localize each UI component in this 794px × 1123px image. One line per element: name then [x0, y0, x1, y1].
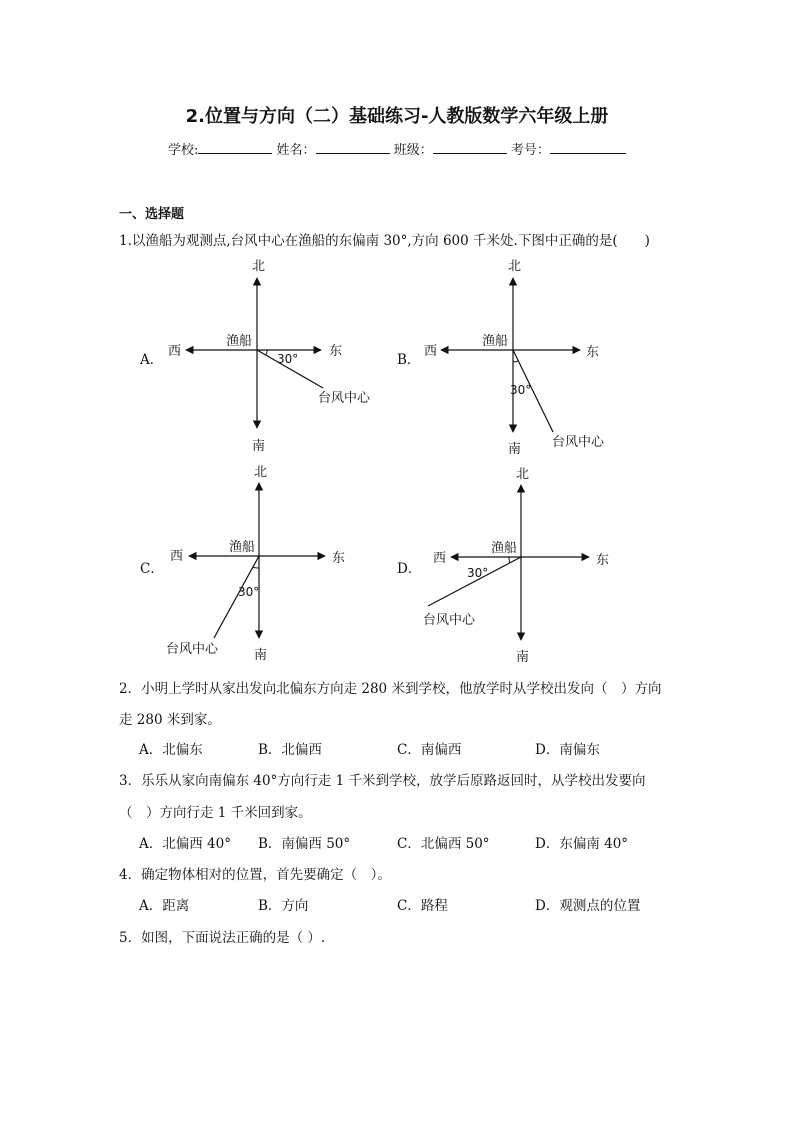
angle-label: 30° — [238, 585, 260, 599]
diagram-b[interactable] — [424, 259, 605, 457]
q1-option-a-label[interactable]: A． — [140, 352, 164, 368]
q4-option-b[interactable]: B．方向 — [258, 898, 309, 914]
boat-label: 渔船 — [226, 334, 253, 349]
west-label: 西 — [433, 551, 447, 566]
question-3-line-1: 3．乐乐从家向南偏东 40°方向行走 1 千米到学校，放学后原路返回时，从学校出发要向 — [119, 773, 646, 789]
q4-option-c[interactable]: C．路程 — [397, 898, 448, 914]
diagram-c[interactable] — [166, 465, 345, 663]
q4-option-d[interactable]: D．观测点的位置 — [535, 898, 641, 914]
angle-arc — [253, 567, 259, 568]
west-label: 西 — [424, 344, 438, 359]
east-label: 东 — [332, 551, 346, 566]
typhoon-label: 台风中心 — [552, 435, 605, 450]
east-label: 东 — [596, 553, 610, 568]
south-label: 南 — [516, 650, 530, 665]
question-2-line-2: 走 280 米到家。 — [119, 712, 221, 728]
angle-arc — [509, 557, 510, 563]
diagram-d[interactable] — [423, 467, 609, 665]
east-label: 东 — [329, 344, 343, 359]
diagram-a[interactable] — [168, 259, 371, 454]
south-label: 南 — [252, 439, 266, 454]
q2-option-c[interactable]: C．南偏西 — [397, 742, 462, 758]
question-2-line-1: 2．小明上学时从家出发向北偏东方向走 280 米到学校，他放学时从学校出发向（ ）方向 — [119, 681, 662, 697]
boat-label: 渔船 — [491, 541, 518, 556]
q2-option-d[interactable]: D．南偏东 — [535, 742, 600, 758]
south-label: 南 — [254, 648, 268, 663]
q1-option-b-label[interactable]: B． — [397, 352, 421, 368]
south-label: 南 — [508, 442, 522, 457]
angle-label: 30° — [510, 383, 532, 397]
name-label: 姓名： — [276, 143, 316, 158]
school-label: 学校: — [168, 143, 199, 158]
section-title: 一、选择题 — [119, 207, 185, 222]
angle-arc — [513, 361, 518, 362]
question-3-line-2: （ ）方向行走 1 千米回到家。 — [119, 805, 312, 821]
typhoon-label: 台风中心 — [423, 613, 476, 628]
q2-option-b[interactable]: B．北偏西 — [258, 742, 322, 758]
angle-arc — [266, 350, 267, 355]
exam-no-label: 考号： — [510, 143, 550, 158]
page-title: 2.位置与方向（二）基础练习-人教版数学六年级上册 — [185, 106, 609, 127]
boat-label: 渔船 — [229, 540, 256, 555]
q4-option-a[interactable]: A．距离 — [139, 898, 190, 914]
east-label: 东 — [586, 345, 600, 360]
boat-label: 渔船 — [482, 334, 509, 349]
north-label: 北 — [254, 465, 268, 480]
q1-option-d-label[interactable]: D． — [397, 561, 422, 577]
angle-label: 30° — [277, 352, 299, 366]
question-5-text: 5．如图，下面说法正确的是（ ）. — [119, 930, 326, 946]
q3-option-b[interactable]: B．南偏西 50° — [258, 836, 351, 852]
q2-option-a[interactable]: A．北偏东 — [139, 742, 203, 758]
angle-label: 30° — [467, 566, 489, 580]
north-label: 北 — [252, 259, 266, 274]
q3-option-a[interactable]: A．北偏西 40° — [139, 836, 231, 852]
q3-option-d[interactable]: D．东偏南 40° — [535, 836, 629, 852]
q3-option-c[interactable]: C．北偏西 50° — [397, 836, 490, 852]
west-label: 西 — [170, 549, 184, 564]
typhoon-label: 台风中心 — [166, 642, 219, 657]
class-label: 班级： — [393, 143, 433, 158]
north-label: 北 — [516, 467, 530, 482]
question-4-text: 4．确定物体相对的位置，首先要确定（ ）。 — [119, 867, 391, 883]
west-label: 西 — [168, 344, 182, 359]
north-label: 北 — [508, 259, 522, 274]
question-1-text: 1.以渔船为观测点,台风中心在渔船的东偏南 30°,方向 600 千米处.下图中正确的是( ) — [119, 233, 650, 249]
typhoon-label: 台风中心 — [318, 391, 371, 406]
q1-option-c-label[interactable]: C． — [140, 561, 164, 577]
